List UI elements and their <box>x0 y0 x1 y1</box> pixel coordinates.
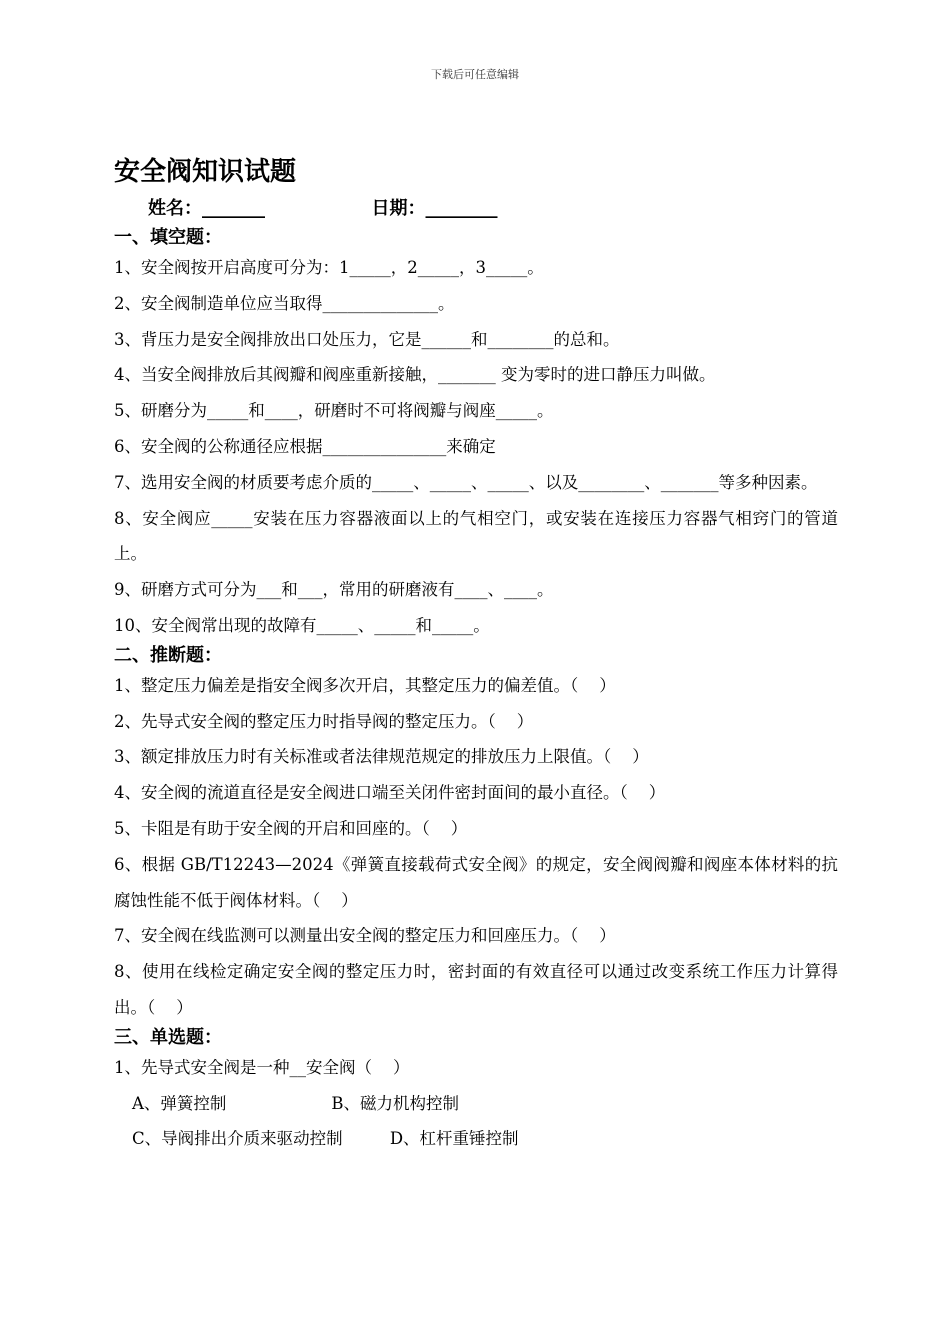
section-heading: 一、填空题： <box>114 227 222 248</box>
option-row: C、导阀排出介质来驱动控制 D、杠杆重锤控制 <box>132 1129 519 1149</box>
page-title: 安全阀知识试题 <box>114 157 297 187</box>
name-date-line: 姓名：_______ 日期：________ <box>148 198 498 219</box>
question: 9、研磨方式可分为___和___，常用的研磨液有____、____。 <box>114 580 554 600</box>
question: 3、背压力是安全阀排放出口处压力，它是______和________的总和。 <box>114 329 620 349</box>
question: 1、先导式安全阀是一种__安全阀（ ） <box>114 1057 410 1077</box>
question: 5、研磨分为_____和____，研磨时不可将阀瓣与阀座_____。 <box>114 401 554 421</box>
section-fill-blank <box>114 226 838 644</box>
question: 2、安全阀制造单位应当取得______________。 <box>114 293 455 313</box>
header-note: 下载后可任意编辑 <box>431 68 519 81</box>
question: 4、安全阀的流道直径是安全阀进口端至关闭件密封面间的最小直径。（ ） <box>114 783 666 803</box>
question: 7、安全阀在线监测可以测量出安全阀的整定压力和回座压力。（ ） <box>114 926 616 946</box>
option-row: A、弹簧控制 B、磁力机构控制 <box>132 1093 459 1113</box>
question: 2、先导式安全阀的整定压力时指导阀的整定压力。（ ） <box>114 711 534 731</box>
document-body <box>114 152 838 1157</box>
question: 8、安全阀应_____安装在压力容器液面以上的气相空门，或安装在连接压力容器气相窍门的管道上。 <box>114 508 838 564</box>
section-single-choice <box>114 1026 838 1157</box>
question: 3、额定排放压力时有关标准或者法律规范规定的排放压力上限值。（ ） <box>114 747 649 767</box>
question: 4、当安全阀排放后其阀瓣和阀座重新接触，_______ 变为零时的进口静压力叫做。 <box>114 365 716 385</box>
question: 6、根据 GB/T12243—2024《弹簧直接载荷式安全阀》的规定，安全阀阀瓣和阀座本体材料的抗腐蚀性能不低于阀体材料。（ ） <box>114 854 838 910</box>
question: 8、使用在线检定确定安全阀的整定压力时，密封面的有效直径可以通过改变系统工作压力计算得出。（ ） <box>114 962 838 1017</box>
question: 6、安全阀的公称通径应根据_______________来确定 <box>114 436 496 456</box>
question: 10、安全阀常出现的故障有_____、_____和_____。 <box>114 615 490 635</box>
section-true-false <box>114 644 838 1026</box>
question: 7、选用安全阀的材质要考虑介质的_____、_____、_____、以及________、_______等多种因素。 <box>114 472 818 492</box>
section-heading: 三、单选题： <box>114 1026 222 1048</box>
question: 1、安全阀按开启高度可分为：1_____，2_____，3_____。 <box>114 258 544 277</box>
section-heading: 二、推断题： <box>114 644 222 666</box>
question: 1、整定压力偏差是指安全阀多次开启，其整定压力的偏差值。（ ） <box>114 675 616 695</box>
question: 5、卡阻是有助于安全阀的开启和回座的。（ ） <box>114 818 468 838</box>
